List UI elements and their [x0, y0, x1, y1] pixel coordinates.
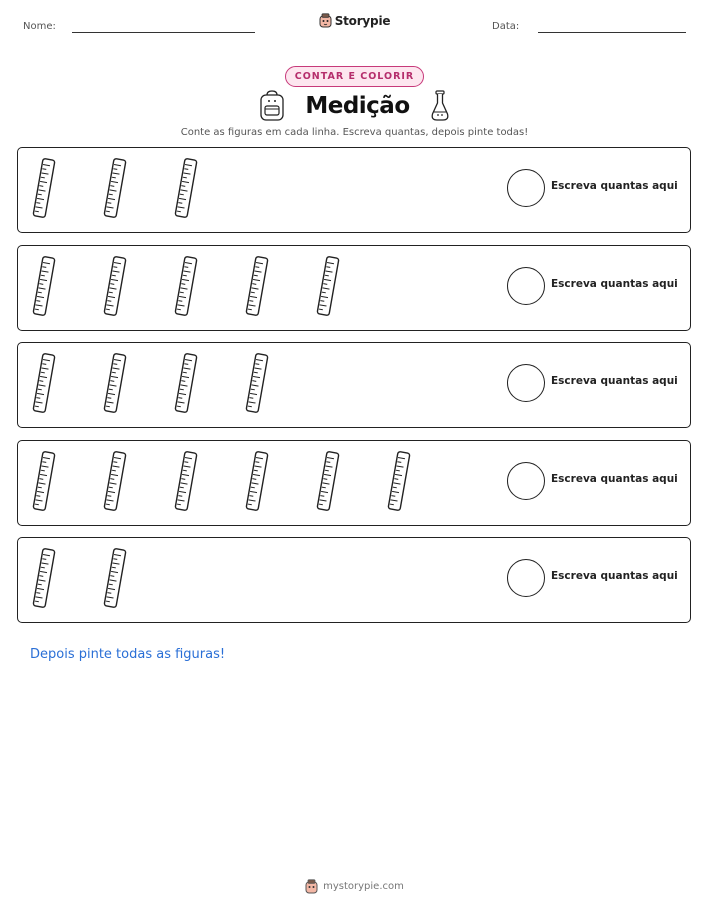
ruler-icon[interactable]: [102, 351, 128, 419]
brand-name: Storypie: [334, 13, 391, 28]
count-row: [17, 245, 691, 331]
footer: [0, 879, 709, 894]
backpack-icon: [259, 90, 285, 122]
ruler-icon[interactable]: [315, 254, 341, 322]
ruler-icon[interactable]: [102, 156, 128, 224]
answer-label: Escreva quantas aqui: [551, 375, 678, 387]
ruler-icon[interactable]: [173, 156, 199, 224]
count-row: [17, 537, 691, 623]
answer-circle[interactable]: [507, 462, 545, 500]
name-label: Nome:: [23, 21, 56, 32]
page-title: Medição: [305, 93, 410, 119]
ruler-icon[interactable]: [386, 449, 412, 517]
ruler-icon[interactable]: [173, 351, 199, 419]
answer-circle[interactable]: [507, 559, 545, 597]
ruler-icon[interactable]: [31, 546, 57, 614]
ruler-icon[interactable]: [173, 449, 199, 517]
storypie-mascot-icon: [305, 879, 318, 894]
date-field[interactable]: [538, 32, 686, 33]
answer-label: Escreva quantas aqui: [551, 180, 678, 192]
answer-label: Escreva quantas aqui: [551, 570, 678, 582]
answer-label: Escreva quantas aqui: [551, 277, 678, 290]
ruler-icon[interactable]: [31, 254, 57, 322]
storypie-mascot-icon: [319, 13, 332, 28]
ruler-icon[interactable]: [102, 254, 128, 322]
ruler-icon[interactable]: [102, 546, 128, 614]
ruler-icon[interactable]: [31, 156, 57, 224]
ruler-icon[interactable]: [244, 254, 270, 322]
count-row: [17, 440, 691, 526]
answer-circle[interactable]: [507, 364, 545, 402]
footer-note: Depois pinte todas as figuras!: [30, 647, 226, 662]
ruler-icon[interactable]: [31, 351, 57, 419]
name-field[interactable]: [72, 32, 255, 33]
ruler-icon[interactable]: [244, 449, 270, 517]
ruler-icon[interactable]: [173, 254, 199, 322]
count-row: [17, 342, 691, 428]
count-row: [17, 147, 691, 233]
ruler-icon[interactable]: [315, 449, 341, 517]
ruler-icon[interactable]: [31, 449, 57, 517]
answer-label: Escreva quantas aqui: [551, 472, 678, 485]
answer-circle[interactable]: [507, 169, 545, 207]
ruler-icon[interactable]: [102, 449, 128, 517]
category-badge: CONTAR E COLORIR: [285, 66, 425, 87]
answer-circle[interactable]: [507, 267, 545, 305]
instructions: Conte as figuras em cada linha. Escreva quantas, depois pinte todas!: [180, 127, 529, 138]
brand-logo: [0, 13, 709, 28]
date-label: Data:: [492, 21, 520, 32]
flask-icon: [430, 90, 450, 122]
ruler-icon[interactable]: [244, 351, 270, 419]
footer-url: mystorypie.com: [323, 881, 404, 892]
